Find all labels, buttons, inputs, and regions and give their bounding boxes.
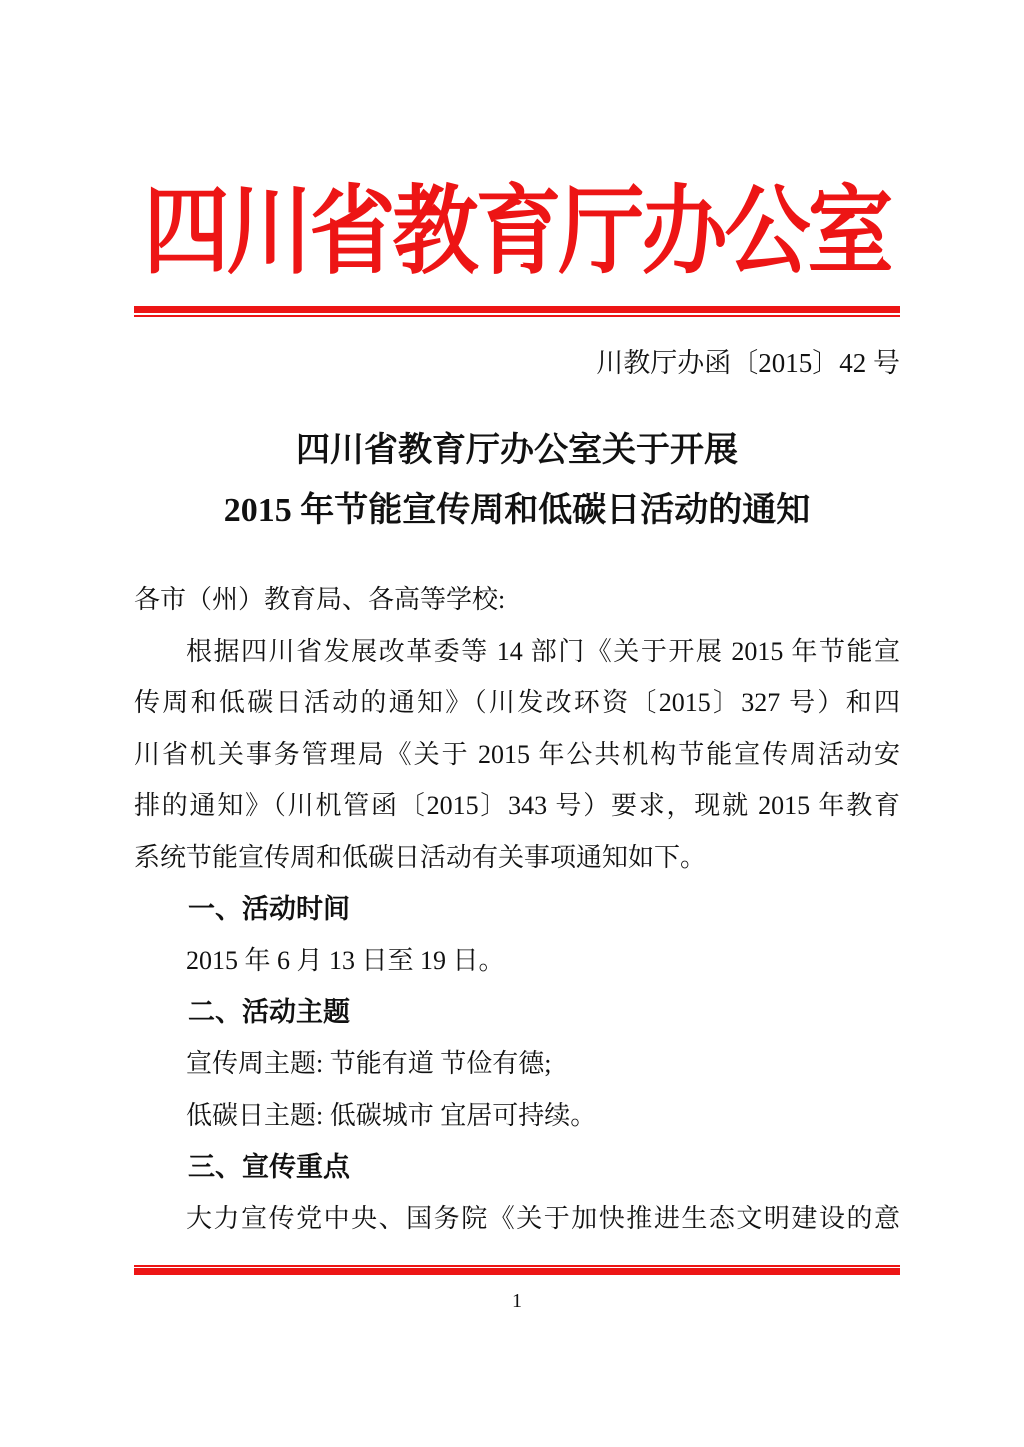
letterhead-divider — [134, 306, 900, 317]
document-number: 川教厅办函〔2015〕42 号 — [596, 348, 900, 378]
body-line: 一、活动时间 — [188, 893, 350, 924]
divider-thick-line — [134, 306, 900, 313]
body-line: 宣传周主题: 节能有道 节俭有德; — [186, 1049, 552, 1079]
document-title — [134, 421, 900, 541]
letterhead-title: 四川省教育厅办公室 — [143, 178, 891, 286]
body-line: 根据四川省发展改革委等 14 部门《关于开展 2015 年节能宣 — [186, 636, 900, 666]
document-title-line1: 四川省教育厅办公室关于开展 — [296, 432, 738, 469]
document-body — [134, 574, 900, 1245]
body-line: 排的通知》（川机管函〔2015〕343 号）要求，现就 2015 年教育 — [134, 791, 900, 821]
body-line: 传周和低碳日活动的通知》（川发改环资〔2015〕327 号）和四 — [134, 688, 900, 718]
body-line: 二、活动主题 — [188, 996, 350, 1027]
body-line: 三、宣传重点 — [188, 1151, 350, 1182]
body-line: 系统节能宣传周和低碳日活动有关事项通知如下。 — [134, 842, 707, 872]
body-line: 川省机关事务管理局《关于 2015 年公共机构节能宣传周活动安 — [134, 739, 900, 769]
divider-thin-line — [134, 315, 900, 317]
footer-divider — [134, 1265, 900, 1275]
page-number: 1 — [512, 1290, 522, 1312]
footer-divider-thick-line — [134, 1268, 900, 1275]
document-title-line2: 2015 年节能宣传周和低碳日活动的通知 — [223, 492, 811, 529]
body-line: 低碳日主题: 低碳城市 宜居可持续。 — [186, 1100, 597, 1130]
body-line: 各市（州）教育局、各高等学校: — [134, 585, 506, 614]
body-line: 大力宣传党中央、国务院《关于加快推进生态文明建设的意 — [186, 1204, 900, 1234]
body-line: 2015 年 6 月 13 日至 19 日。 — [186, 946, 505, 976]
